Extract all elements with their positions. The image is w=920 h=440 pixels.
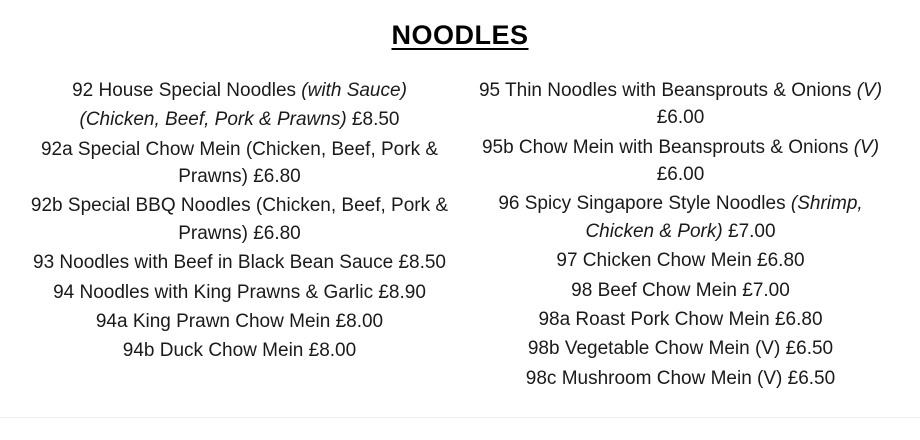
menu-item-price: £8.50 (346, 109, 400, 131)
menu-item (469, 134, 892, 189)
menu-item-note: (Chicken, Beef, Pork & Prawns) (79, 109, 347, 131)
menu-item-price: £6.00 (656, 164, 705, 186)
menu-item-note: (V) (853, 136, 880, 158)
menu-item (28, 308, 451, 335)
menu-item (28, 136, 451, 191)
menu-item-text: 98c Mushroom Chow Mein (V) £6.50 (525, 367, 836, 389)
menu-item-text: 92b Special BBQ Noodles (Chicken, Beef, Pork & Prawns) £6.80 (30, 195, 449, 244)
menu-column-right (469, 77, 892, 394)
menu-item-text: 98 Beef Chow Mein £7.00 (571, 279, 790, 301)
menu-item (28, 77, 451, 104)
menu-columns (28, 77, 892, 394)
menu-item-text: 92a Special Chow Mein (Chicken, Beef, Pork & Prawns) £6.80 (40, 138, 439, 188)
menu-item-text: 94a King Prawn Chow Mein £8.00 (95, 310, 384, 332)
menu-item (28, 192, 451, 247)
menu-column-left (28, 77, 451, 367)
menu-item-text: 94b Duck Chow Mein £8.00 (122, 340, 357, 362)
menu-item (469, 335, 892, 362)
menu-item-text: 94 Noodles with King Prawns & Garlic £8.90 (53, 281, 426, 303)
menu-item (469, 77, 892, 132)
menu-item-text: 98b Vegetable Chow Mein (V) £6.50 (527, 338, 834, 360)
menu-item-note: (V) (856, 80, 883, 101)
menu-item (28, 337, 451, 364)
menu-item (28, 249, 451, 276)
menu-item-text: 96 Spicy Singapore Style Noodles (498, 193, 791, 215)
menu-item-text: 98a Roast Pork Chow Mein £6.80 (538, 308, 823, 330)
menu-item-price: £7.00 (722, 220, 776, 242)
menu-item-text: 95 Thin Noodles with Beansprouts & Onions (478, 80, 857, 101)
menu-item (28, 279, 451, 306)
menu-item (469, 247, 892, 274)
page-title: NOODLES (391, 20, 529, 50)
menu-item-text: 95b Chow Mein with Beansprouts & Onions (481, 136, 854, 158)
menu-item-price: £6.00 (656, 107, 705, 129)
menu-item (469, 277, 892, 304)
menu-item-text: 93 Noodles with Beef in Black Bean Sauce £8.50 (33, 252, 446, 274)
menu-item (469, 306, 892, 333)
menu-item-text: 92 House Special Noodles (72, 80, 302, 101)
menu-item (28, 106, 451, 133)
menu-item-note: (Shrimp, Chicken & Pork) (585, 193, 863, 242)
menu-item (469, 365, 892, 392)
page-bottom-strip (0, 417, 920, 440)
menu-item-text: 97 Chicken Chow Mein £6.80 (556, 250, 805, 272)
menu-item (469, 190, 892, 245)
menu-item-note: (with Sauce) (301, 80, 407, 101)
